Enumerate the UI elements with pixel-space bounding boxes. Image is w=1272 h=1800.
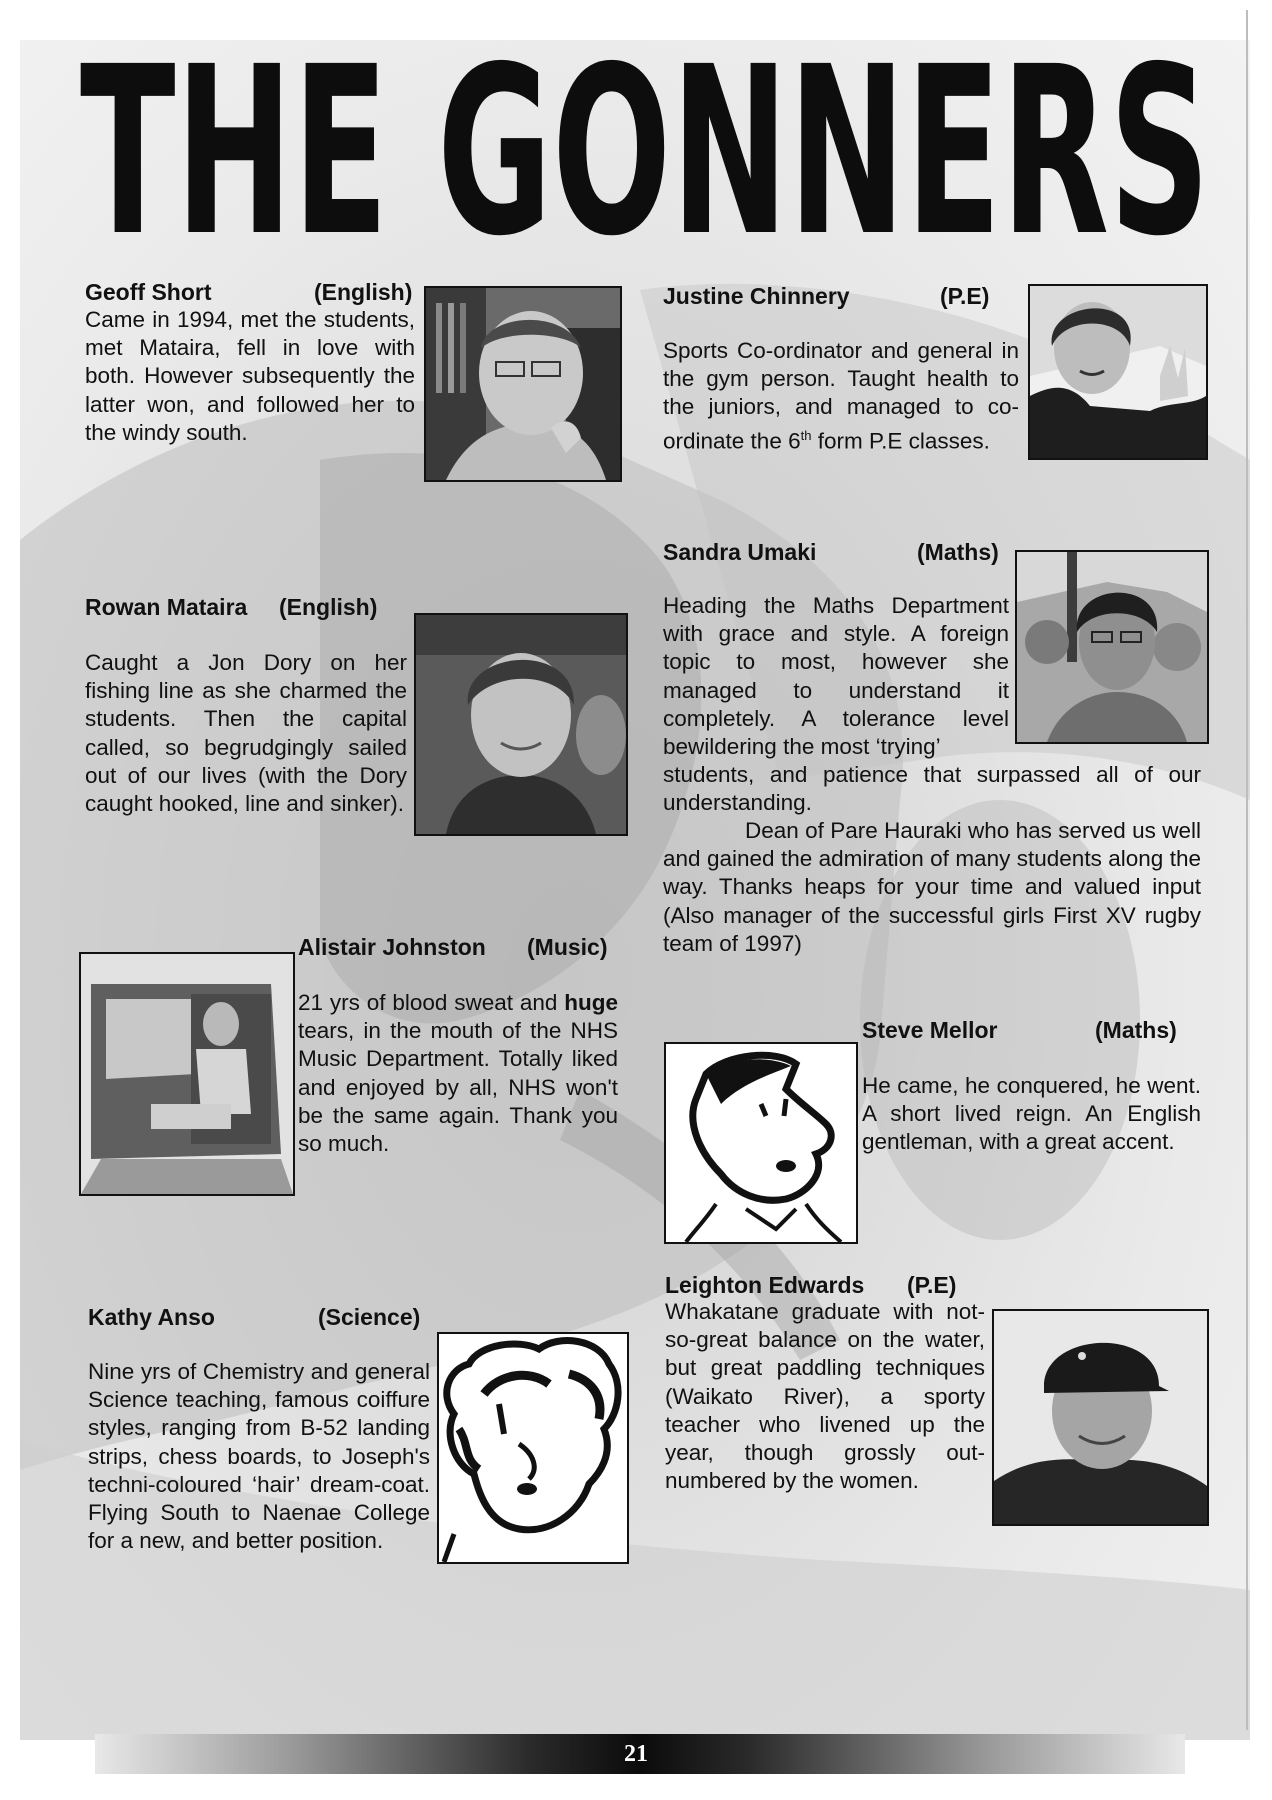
teacher-photo — [1015, 550, 1209, 744]
teacher-photo — [79, 952, 295, 1196]
bio-text-part: form P.E classes. — [811, 428, 990, 454]
teacher-subject: (P.E) — [907, 1272, 957, 1298]
page-number: 21 — [624, 1741, 648, 1767]
page-title-text: THE GONNERS — [80, 36, 1210, 256]
teacher-name: Kathy Anso — [88, 1304, 215, 1330]
teacher-subject: (P.E) — [940, 283, 990, 309]
page-edge-line — [1246, 10, 1248, 1730]
teacher-photo — [992, 1309, 1209, 1526]
teacher-name: Leighton Edwards — [665, 1272, 865, 1298]
bio-bold-word: huge — [564, 990, 618, 1015]
teacher-name: Geoff Short — [85, 279, 212, 305]
teacher-name: Steve Mellor — [862, 1017, 998, 1043]
teacher-bio: He came, he conquered, he went. A short lived reign. An English gentleman, with a great accent. — [862, 1073, 1201, 1155]
bio-text-part: tears, in the mouth of the NHS Music Department. Totally liked and enjoyed by all, NHS won't be the same again. Thank you so much. — [298, 1018, 618, 1157]
teacher-bio: Came in 1994, met the students, met Mataira, fell in love with both. However subsequently the latter won, and followed her to the windy south. — [85, 307, 415, 445]
teacher-bio — [298, 989, 618, 1158]
teacher-subject: (English) — [279, 594, 378, 620]
teacher-bio — [663, 337, 1019, 455]
teacher-name: Alistair Johnston — [298, 934, 486, 960]
teacher-photo — [1028, 284, 1208, 460]
teacher-photo — [414, 613, 628, 836]
teacher-bio-continued: students, and patience that surpassed all of our understanding. — [663, 762, 1201, 816]
teacher-subject: (Music) — [527, 934, 608, 960]
teacher-bio: Heading the Maths Department with grace and style. A foreign topic to most, however she managed to understand it completely. A tolerance level bewildering the most ‘trying’ — [663, 593, 1009, 760]
teacher-bio: Caught a Jon Dory on her fishing line as she charmed the students. Then the capital called, so begrudgingly sailed out of our lives (with the Dory caught hooked, line and sinker). — [85, 650, 407, 817]
teacher-cartoon — [437, 1332, 629, 1564]
bio-text-part: Sports Co-ordinator and general in the gym person. Taught health to the juniors, and managed to co-ordinate the 6 — [663, 338, 1019, 454]
teacher-name: Sandra Umaki — [663, 539, 817, 565]
page-title — [75, 36, 1215, 256]
teacher-subject: (Maths) — [1095, 1017, 1177, 1043]
bio-superscript: th — [800, 427, 812, 443]
bio-text-part: 21 yrs of blood sweat and — [298, 990, 565, 1015]
teacher-subject: (Maths) — [917, 539, 999, 565]
teacher-subject: (English) — [314, 279, 413, 305]
teacher-name: Rowan Mataira — [85, 594, 248, 620]
teacher-cartoon — [664, 1042, 858, 1244]
teacher-bio: Whakatane graduate with not-so-great balance on the water, but great paddling techniques (Waikato River), a sporty teacher who livened up the year, though grossly out-numbered by the women. — [665, 1299, 985, 1494]
teacher-photo — [424, 286, 622, 482]
teacher-subject: (Science) — [318, 1304, 421, 1330]
teacher-bio: Nine yrs of Chemistry and general Science teaching, famous coiffure styles, ranging from B-52 landing strips, chess boards, to Joseph's techni-coloured ‘hair’ dream-coat. Flying South to Naenae College for a new, and better position. — [88, 1359, 430, 1554]
teacher-bio-dean: Dean of Pare Hauraki who has served us well and gained the admiration of many students along the way. Thanks heaps for your time and valued input (Also manager of the successful girls First XV rugby team of 1997) — [663, 818, 1201, 956]
teacher-name: Justine Chinnery — [663, 283, 850, 309]
